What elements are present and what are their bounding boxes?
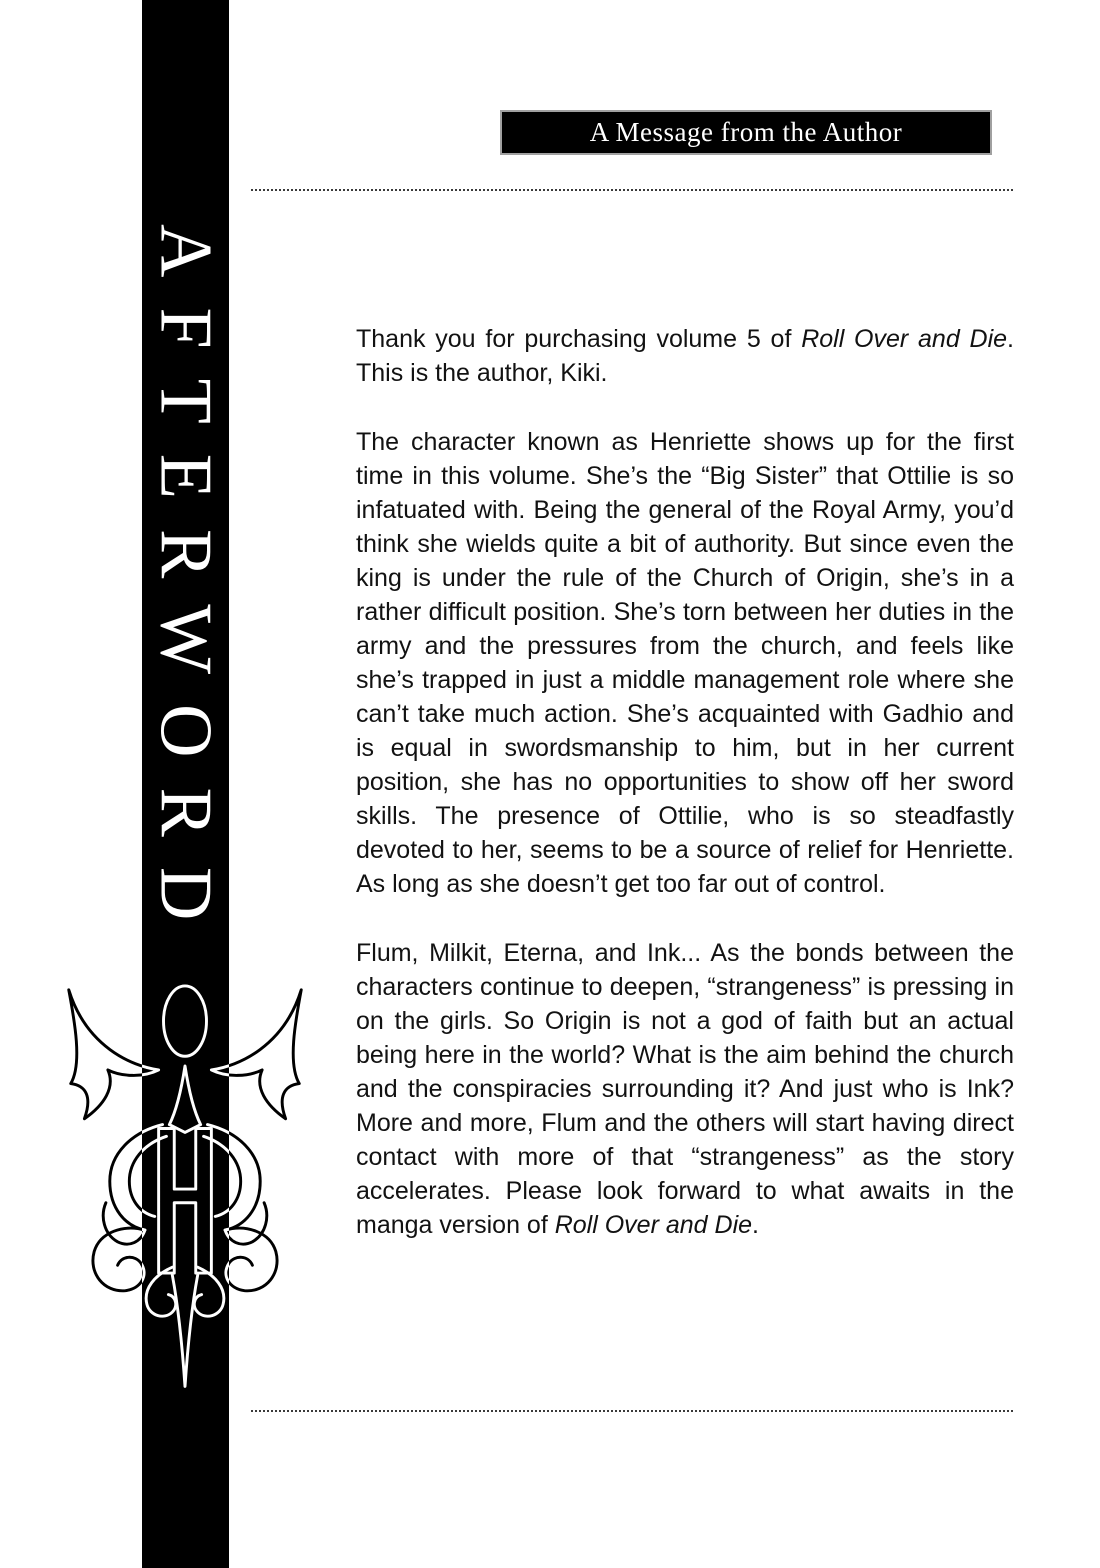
- author-paragraph: [356, 322, 1014, 390]
- paragraph-text: Flum, Milkit, Eterna, and Ink... As the bonds between the characters continue to deepen, “strangeness” is pressing in on the girls. So Origin is not a god of faith but an actual being here in the world? What is the aim behind the church and the conspiracies surrounding it? And just who is Ink? More and more, Flum and the others will start having direct contact with more of that “strangeness” as the story accelerates. Please look forward to what awaits in the manga version of: [356, 939, 1014, 1239]
- message-banner: [500, 110, 992, 155]
- author-paragraph: [356, 936, 1014, 1242]
- book-title-italic: Roll Over and Die: [801, 325, 1008, 353]
- paragraph-text: . This is the author, Kiki.: [356, 325, 1014, 387]
- book-title-italic: Roll Over and Die: [554, 1211, 753, 1239]
- paragraph-text: .: [752, 1211, 759, 1239]
- author-note: [356, 322, 1014, 1277]
- author-paragraph: [356, 425, 1014, 901]
- paragraph-text: The character known as Henriette shows up for the first time in this volume. She’s the “Big Sister” that Ottilie is so infatuated with. Being the general of the Royal Army, you’d think she wields quite a bit of authority. But since even the king is under the rule of the Church of Origin, she’s in a rather difficult position. She’s torn between her duties in the army and the pressures from the church, and feels like she’s trapped in just a middle management role where she can’t take much action. She’s acquainted with Gadhio and is equal in swordsmanship to him, but in her current position, she has no opportunities to show off her sword skills. The presence of Ottilie, who is so steadfastly devoted to her, seems to be a source of relief for Henriette. As long as she doesn’t get too far out of control.: [356, 428, 1014, 898]
- top-dotted-divider: [251, 189, 1013, 191]
- bottom-dotted-divider: [251, 1410, 1013, 1412]
- winged-sword-emblem-icon: [50, 982, 320, 1402]
- spine-label: AFTERWORD: [144, 224, 227, 951]
- banner-title: A Message from the Author: [589, 117, 903, 147]
- paragraph-text: Thank you for purchasing volume 5 of: [356, 325, 802, 353]
